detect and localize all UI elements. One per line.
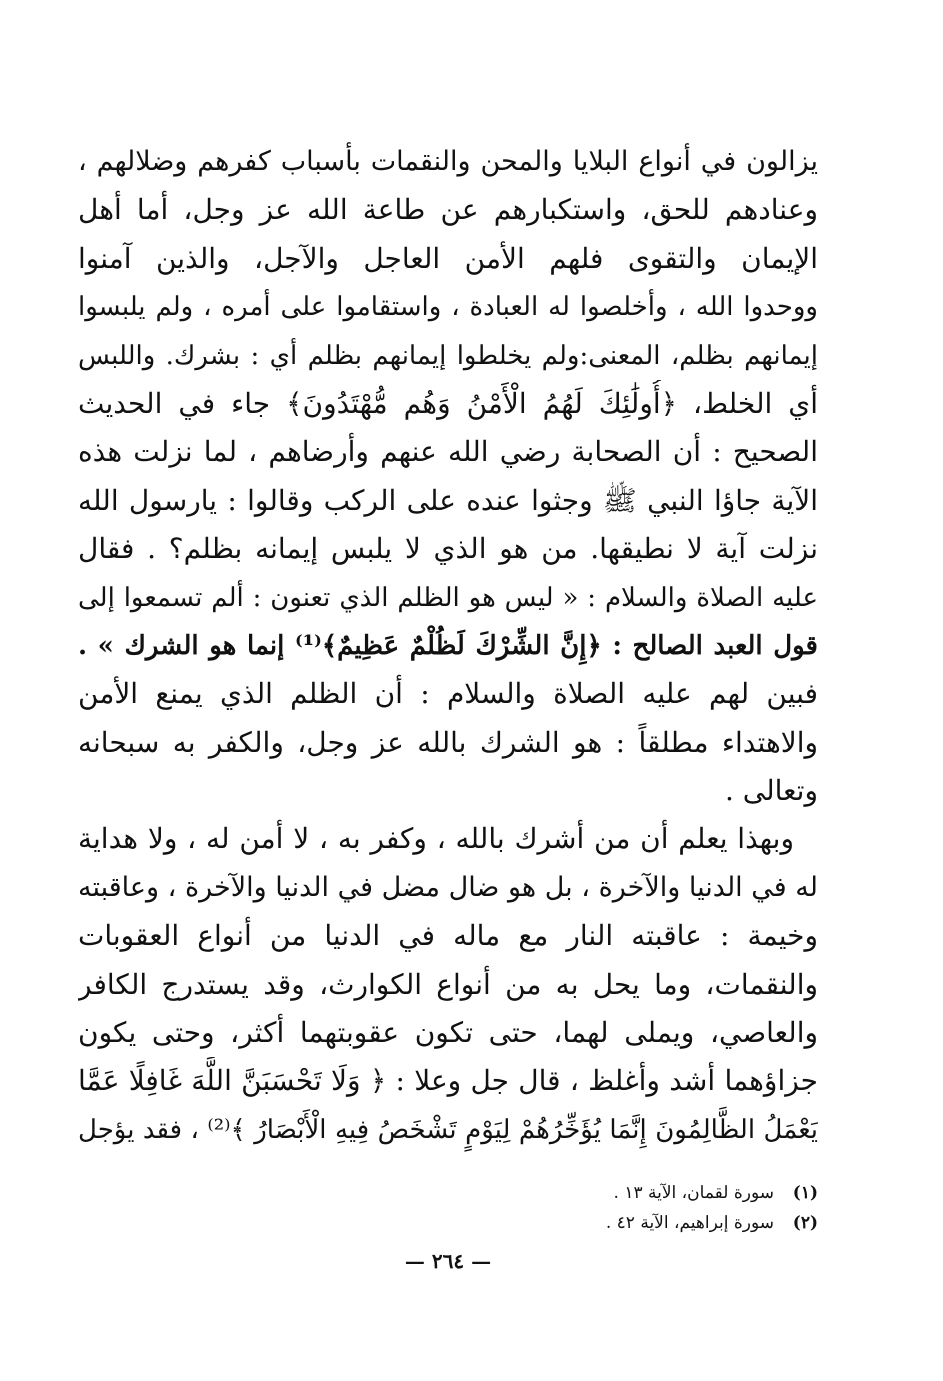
text-line: وبهذا يعلم أن من أشرك بالله ، وكفر به ، لا أمن له ، ولا هداية: [78, 822, 794, 856]
text-line: يزالون في أنواع البلايا والمحن والنقمات بأسباب كفرهم وضلالهم ،: [78, 146, 818, 177]
text-line: الإيمان والتقوى فلهم الأمن العاجل والآجل، والذين آمنوا: [78, 241, 818, 275]
text-line: يَعْمَلُ الظَّالِمُونَ إِنَّمَا يُؤَخِّرُهُمْ لِيَوْمٍ تَشْخَصُ فِيهِ الْأَبْصَارُ ﴾⁽²⁾ ، فقد يؤجل: [78, 1114, 818, 1145]
text-line: والاهتداء مطلقاً : هو الشرك بالله عز وجل، والكفر به سبحانه: [78, 725, 818, 759]
text-line: والعاصي، ويملى لهما، حتى تكون عقوبتهما أكثر، وحتى يكون: [78, 1016, 818, 1050]
footnote-text: سورة لقمان، الآية ١٣ .: [613, 1183, 774, 1203]
text-line: له في الدنيا والآخرة ، بل هو ضال مضل في الدنيا والآخرة ، وعاقبته: [78, 871, 818, 903]
body-text: [78, 138, 818, 1154]
text-line: وخيمة : عاقبته النار مع ماله في الدنيا من أنواع العقوبات: [78, 919, 818, 953]
text-line: إيمانهم بظلم، المعنى:ولم يخلطوا إيمانهم بظلم أي : بشرك. واللبس: [78, 340, 818, 371]
text-line: الصحيح : أن الصحابة رضي الله عنهم وأرضاهم ، لما نزلت هذه: [78, 435, 818, 469]
footnote: [78, 1178, 818, 1208]
text-line: وتعالى .: [724, 774, 818, 808]
text-line: الآية جاؤا النبي ﷺ وجثوا عنده على الركب وقالوا : يارسول الله: [78, 483, 818, 517]
footnotes: [78, 1178, 818, 1256]
page-number: — ٢٦٤ —: [404, 1249, 492, 1273]
text-line: عليه الصلاة والسلام : « ليس هو الظلم الذي تعنون : ألم تسمعوا إلى: [78, 582, 818, 613]
text-line: أي الخلط، ﴿أُولَٰئِكَ لَهُمُ الْأَمْنُ وَهُم مُّهْتَدُونَ﴾ جاء في الحديث: [78, 386, 818, 420]
footnote-number: (١): [792, 1183, 818, 1203]
text-line: والنقمات، وما يحل به من أنواع الكوارث، وقد يستدرج الكافر: [78, 967, 818, 1001]
text-line: ووحدوا الله ، وأخلصوا له العبادة ، واستقاموا على أمره ، ولم يلبسوا: [78, 292, 818, 323]
footnote-number: (٢): [792, 1213, 818, 1233]
text-line: نزلت آية لا نطيقها. من هو الذي لا يلبس إيمانه بظلم؟ . فقال: [78, 532, 818, 566]
page-content: [78, 138, 818, 1288]
text-line: جزاؤهما أشد وأغلظ ، قال جل وعلا : ﴿ وَلَا تَحْسَبَنَّ اللَّهَ غَافِلًا عَمَّا: [78, 1064, 818, 1098]
text-line: وعنادهم للحق، واستكبارهم عن طاعة الله عز وجل، أما أهل: [78, 193, 818, 227]
footnote: [78, 1208, 818, 1238]
text-line: فبين لهم عليه الصلاة والسلام : أن الظلم الذي يمنع الأمن: [78, 677, 818, 711]
text-line: قول العبد الصالح : ﴿إِنَّ الشِّرْكَ لَظُلْمٌ عَظِيمٌ﴾⁽¹⁾ إنما هو الشرك » .: [78, 630, 818, 661]
footnote-text: سورة إبراهيم، الآية ٤٢ .: [605, 1213, 774, 1233]
